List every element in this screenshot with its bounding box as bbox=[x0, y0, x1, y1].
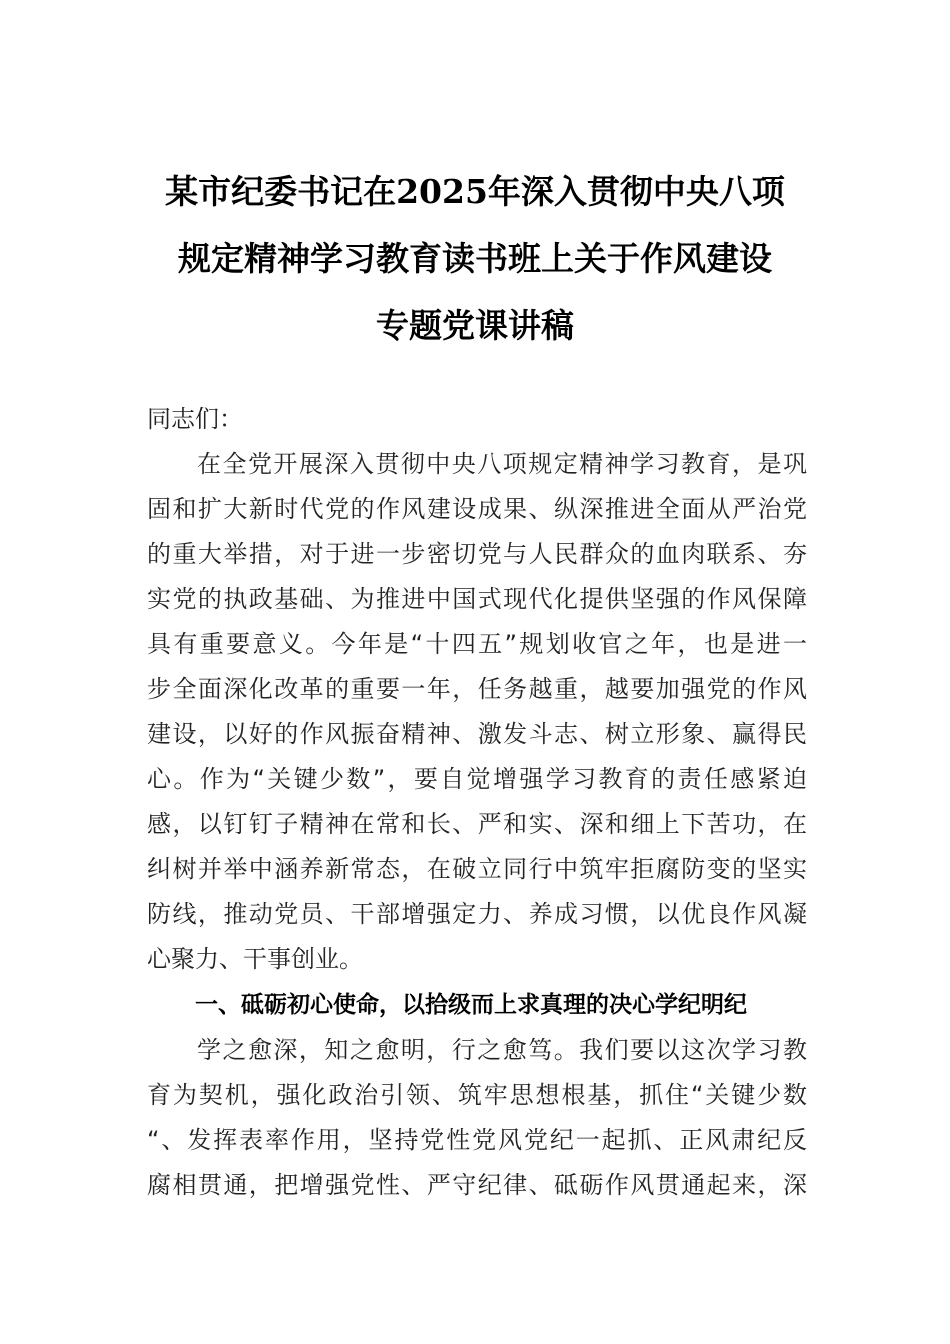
document-title bbox=[120, 158, 830, 359]
paragraph-line: 防线，推动党员、干部增强定力、养成习惯，以优良作风凝 bbox=[147, 900, 807, 928]
paragraph-line: 心。作为“关键少数”，要自觉增强学习教育的责任感紧迫 bbox=[147, 765, 807, 793]
title-line-3: 专题党课讲稿 bbox=[376, 306, 574, 345]
paragraph-line: 实党的执政基础、为推进中国式现代化提供坚强的作风保障 bbox=[147, 585, 807, 613]
salutation-text: 同志们： bbox=[147, 405, 243, 433]
paragraph-section-1 bbox=[147, 1028, 807, 1208]
paragraph-line: 纠树并举中涵养新常态，在破立同行中筑牢拒腐防变的坚实 bbox=[147, 855, 807, 883]
paragraph-intro bbox=[147, 442, 807, 982]
paragraph-line: 学之愈深，知之愈明，行之愈笃。我们要以这次学习教 bbox=[197, 1036, 807, 1064]
paragraph-line: 感，以钉钉子精神在常和长、严和实、深和细上下苦功，在 bbox=[147, 810, 807, 838]
salutation bbox=[147, 397, 807, 442]
paragraph-line: 腐相贯通，把增强党性、严守纪律、砥砺作风贯通起来，深 bbox=[147, 1171, 807, 1199]
paragraph-line: 育为契机，强化政治引领、筑牢思想根基，抓住“关键少数 bbox=[147, 1081, 807, 1109]
title-line-2: 规定精神学习教育读书班上关于作风建设 bbox=[178, 239, 772, 278]
paragraph-line: 固和扩大新时代党的作风建设成果、纵深推进全面从严治党 bbox=[147, 495, 807, 523]
title-line-1: 某市纪委书记在2025年深入贯彻中央八项 bbox=[165, 172, 785, 211]
paragraph-line: 建设，以好的作风振奋精神、激发斗志、树立形象、赢得民 bbox=[147, 720, 807, 748]
paragraph-line: “、发挥表率作用，坚持党性党风党纪一起抓、正风肃纪反 bbox=[147, 1126, 807, 1154]
paragraph-line: 具有重要意义。今年是“十四五”规划收官之年，也是进一 bbox=[147, 630, 807, 658]
paragraph-line: 步全面深化改革的重要一年，任务越重，越要加强党的作风 bbox=[147, 675, 807, 703]
section-heading-1: 一、砥砺初心使命，以拾级而上求真理的决心学纪明纪 bbox=[195, 992, 747, 1018]
paragraph-line: 在全党开展深入贯彻中央八项规定精神学习教育，是巩 bbox=[197, 450, 807, 478]
paragraph-line: 心聚力、干事创业。 bbox=[147, 945, 363, 973]
paragraph-line: 的重大举措，对于进一步密切党与人民群众的血肉联系、夯 bbox=[147, 540, 807, 568]
